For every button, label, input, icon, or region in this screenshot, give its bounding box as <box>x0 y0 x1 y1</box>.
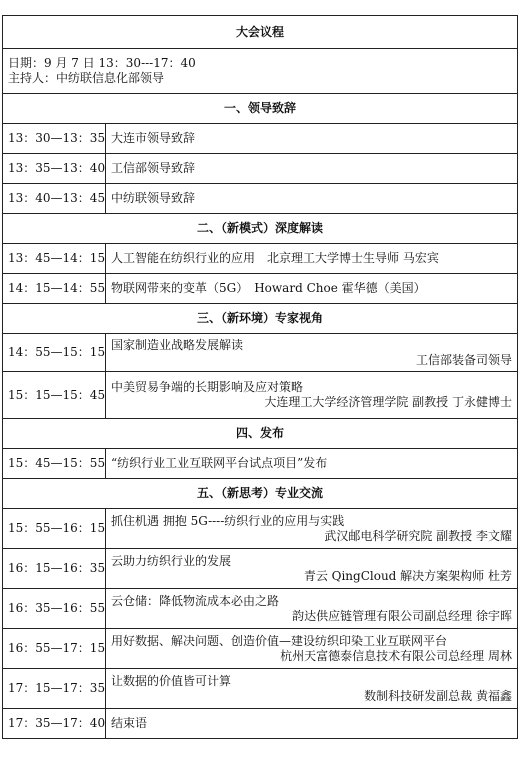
agenda-title: 大会议程 <box>3 16 518 49</box>
section-heading: 五、（新思考）专业交流 <box>3 479 518 509</box>
agenda-item-title: 中美贸易争端的长期影响及应对策略 <box>111 380 304 394</box>
agenda-time: 15：45—15：55 <box>3 449 106 479</box>
agenda-time: 13：35—13：40 <box>3 154 106 184</box>
section-heading-row <box>3 94 518 124</box>
agenda-item-title: 用好数据、解决问题、创造价值—建设纺织印染工业互联网平台 <box>111 633 448 648</box>
agenda-row <box>3 244 518 274</box>
agenda-time: 16：35—16：55 <box>3 589 106 629</box>
agenda-row <box>3 669 518 709</box>
agenda-item-title: 让数据的价值皆可计算 <box>111 673 232 688</box>
agenda-title-cell: 结束语 <box>106 709 518 739</box>
title-row <box>3 16 518 49</box>
agenda-row <box>3 334 518 372</box>
agenda-speaker: 韵达供应链管理有限公司副总经理 徐宇晖 <box>292 608 512 623</box>
agenda-item-title: 抓住机遇 拥抱 5G----纺织行业的应用与实践 <box>111 513 345 528</box>
agenda-row <box>3 629 518 669</box>
agenda-time: 13：40—13：45 <box>3 184 106 214</box>
agenda-detail-cell <box>106 372 518 419</box>
agenda-speaker: 青云 QingCloud 解决方案架构师 杜芳 <box>303 568 512 583</box>
meta-cell <box>3 49 518 94</box>
agenda-detail-cell <box>106 549 518 589</box>
agenda-title-cell: 物联网带来的变革（5G） Howard Choe 霍华德（美国） <box>106 274 518 304</box>
agenda-speaker: 工信部装备司领导 <box>415 352 512 367</box>
agenda-row <box>3 509 518 549</box>
agenda-speaker: 大连理工大学经济管理学院 副教授 丁永健博士 <box>264 395 512 409</box>
agenda-row <box>3 124 518 154</box>
date-line: 日期：9 月 7 日 13：30---17：40 <box>8 56 196 70</box>
agenda-item-title: 云仓储：降低物流成本必由之路 <box>111 593 280 608</box>
section-heading-row <box>3 419 518 449</box>
agenda-row <box>3 709 518 739</box>
agenda-time: 13：45—14：15 <box>3 244 106 274</box>
agenda-time: 17：35—17：40 <box>3 709 106 739</box>
agenda-time: 16：55—17：15 <box>3 629 106 669</box>
agenda-title-cell: 中纺联领导致辞 <box>106 184 518 214</box>
section-heading: 四、发布 <box>3 419 518 449</box>
agenda-time: 13：30—13：35 <box>3 124 106 154</box>
agenda-title-cell: 大连市领导致辞 <box>106 124 518 154</box>
agenda-row <box>3 274 518 304</box>
section-heading-row <box>3 304 518 334</box>
agenda-detail-cell <box>106 509 518 549</box>
agenda-detail-cell <box>106 669 518 709</box>
agenda-time: 15：55—16：15 <box>3 509 106 549</box>
agenda-row <box>3 372 518 419</box>
section-heading: 三、（新环境）专家视角 <box>3 304 518 334</box>
agenda-row <box>3 184 518 214</box>
section-heading: 一、领导致辞 <box>3 94 518 124</box>
agenda-time: 15：15—15：45 <box>3 372 106 419</box>
agenda-title-cell: “纺织行业工业互联网平台试点项目”发布 <box>106 449 518 479</box>
agenda-row <box>3 154 518 184</box>
agenda-item-title: 国家制造业战略发展解读 <box>111 337 244 352</box>
agenda-detail-cell <box>106 589 518 629</box>
section-heading: 二、（新模式）深度解读 <box>3 214 518 244</box>
agenda-title-cell: 工信部领导致辞 <box>106 154 518 184</box>
agenda-row <box>3 549 518 589</box>
agenda-speaker: 杭州天富德泰信息技术有限公司总经理 周林 <box>280 648 512 663</box>
agenda-time: 17：15—17：35 <box>3 669 106 709</box>
section-heading-row <box>3 214 518 244</box>
meta-row <box>3 49 518 94</box>
agenda-speaker: 武汉邮电科学研究院 副教授 李文耀 <box>324 528 512 543</box>
host-line: 主持人：中纺联信息化部领导 <box>8 71 165 85</box>
agenda-time: 16：15—16：35 <box>3 549 106 589</box>
agenda-row <box>3 449 518 479</box>
agenda-detail-cell <box>106 334 518 372</box>
agenda-detail-cell <box>106 629 518 669</box>
agenda-table <box>2 15 518 739</box>
agenda-title-cell: 人工智能在纺织行业的应用 北京理工大学博士生导师 马宏宾 <box>106 244 518 274</box>
section-heading-row <box>3 479 518 509</box>
agenda-time: 14：55—15：15 <box>3 334 106 372</box>
agenda-row <box>3 589 518 629</box>
agenda-time: 14：15—14：55 <box>3 274 106 304</box>
agenda-item-title: 云助力纺织行业的发展 <box>111 553 232 568</box>
agenda-speaker: 数制科技研发副总裁 黄福鑫 <box>364 688 512 703</box>
